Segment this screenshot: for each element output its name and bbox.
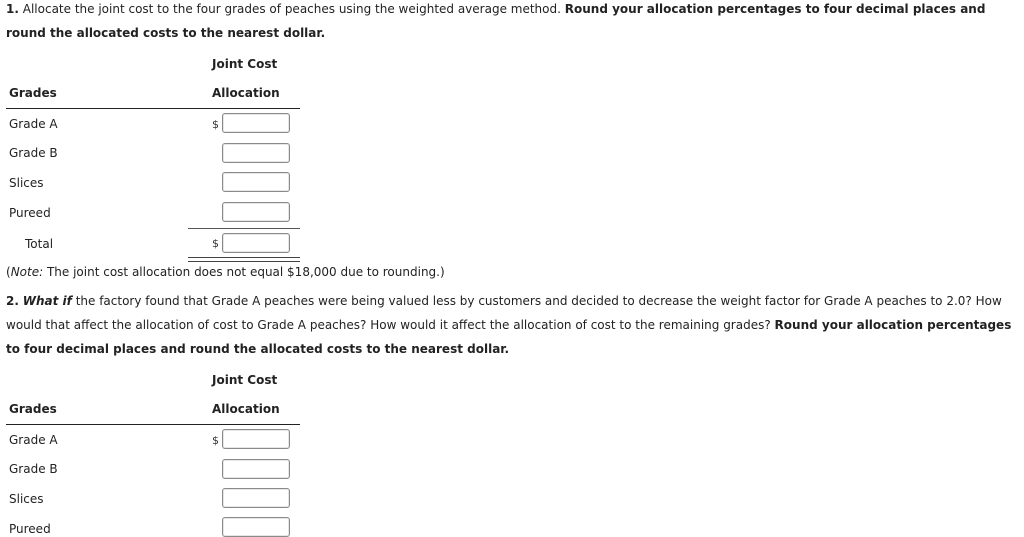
p1-grade-b-allocation-input[interactable] bbox=[222, 143, 290, 163]
p1-row-label: Grade B bbox=[9, 146, 58, 160]
p2-pureed-allocation-input[interactable] bbox=[222, 517, 290, 537]
p1-header-rule bbox=[6, 108, 300, 109]
p2-grade-a-allocation-input[interactable] bbox=[222, 429, 290, 449]
p1-header-joint-cost: Joint Cost bbox=[212, 57, 278, 71]
p1-dollar-sign: $ bbox=[212, 118, 219, 131]
p1-pureed-allocation-input[interactable] bbox=[222, 202, 290, 222]
p2-header-grades: Grades bbox=[9, 402, 57, 416]
part2-what-if: What if bbox=[22, 294, 72, 308]
p2-row-label: Slices bbox=[9, 492, 44, 506]
p2-grade-b-allocation-input[interactable] bbox=[222, 459, 290, 479]
part2-number: 2. bbox=[6, 294, 19, 308]
p1-total-allocation-input[interactable] bbox=[222, 233, 290, 253]
part2-instructions bbox=[6, 289, 1018, 361]
p1-note-text: The joint cost allocation does not equal $18,000 due to rounding.) bbox=[46, 265, 445, 279]
p1-total-dollar-sign: $ bbox=[212, 237, 219, 250]
part2-bold-instruction: Round your allocation percentages to four decimal places and round the allocated costs to the nearest dollar. bbox=[6, 318, 1012, 356]
p1-row-label: Grade A bbox=[9, 117, 58, 131]
p2-slices-allocation-input[interactable] bbox=[222, 488, 290, 508]
p2-row-label: Pureed bbox=[9, 522, 51, 536]
p2-row-label: Grade A bbox=[9, 433, 58, 447]
p1-total-double-rule bbox=[188, 257, 300, 262]
p1-total-rule bbox=[188, 228, 300, 229]
p1-header-grades: Grades bbox=[9, 86, 57, 100]
p2-dollar-sign: $ bbox=[212, 434, 219, 447]
p1-slices-allocation-input[interactable] bbox=[222, 172, 290, 192]
part1-text: Allocate the joint cost to the four grades of peaches using the weighted average method. bbox=[22, 2, 561, 16]
p2-header-joint-cost: Joint Cost bbox=[212, 373, 278, 387]
part1-instructions bbox=[6, 0, 1018, 45]
p1-row-label: Pureed bbox=[9, 206, 51, 220]
p2-header-allocation: Allocation bbox=[212, 402, 280, 416]
p1-note bbox=[6, 265, 445, 279]
p1-total-label: Total bbox=[25, 237, 54, 251]
p1-header-allocation: Allocation bbox=[212, 86, 280, 100]
p2-row-label: Grade B bbox=[9, 462, 58, 476]
p1-note-open: ( bbox=[6, 265, 11, 279]
part2-text: the factory found that Grade A peaches were being valued less by customers and decided to decrease the weight factor for Grade A peaches to 2.0? How would that affect the allocation of cost to Grade A peaches? How would it affect the allocation of cost to the remaining grades? bbox=[6, 294, 1002, 332]
p2-header-rule bbox=[6, 424, 300, 425]
part1-bold-instruction: Round your allocation percentages to four decimal places and round the allocated costs to the nearest dollar. bbox=[6, 2, 986, 40]
p1-note-label: Note: bbox=[10, 265, 44, 279]
part1-number: 1. bbox=[6, 2, 19, 16]
p1-grade-a-allocation-input[interactable] bbox=[222, 113, 290, 133]
p1-row-label: Slices bbox=[9, 176, 44, 190]
